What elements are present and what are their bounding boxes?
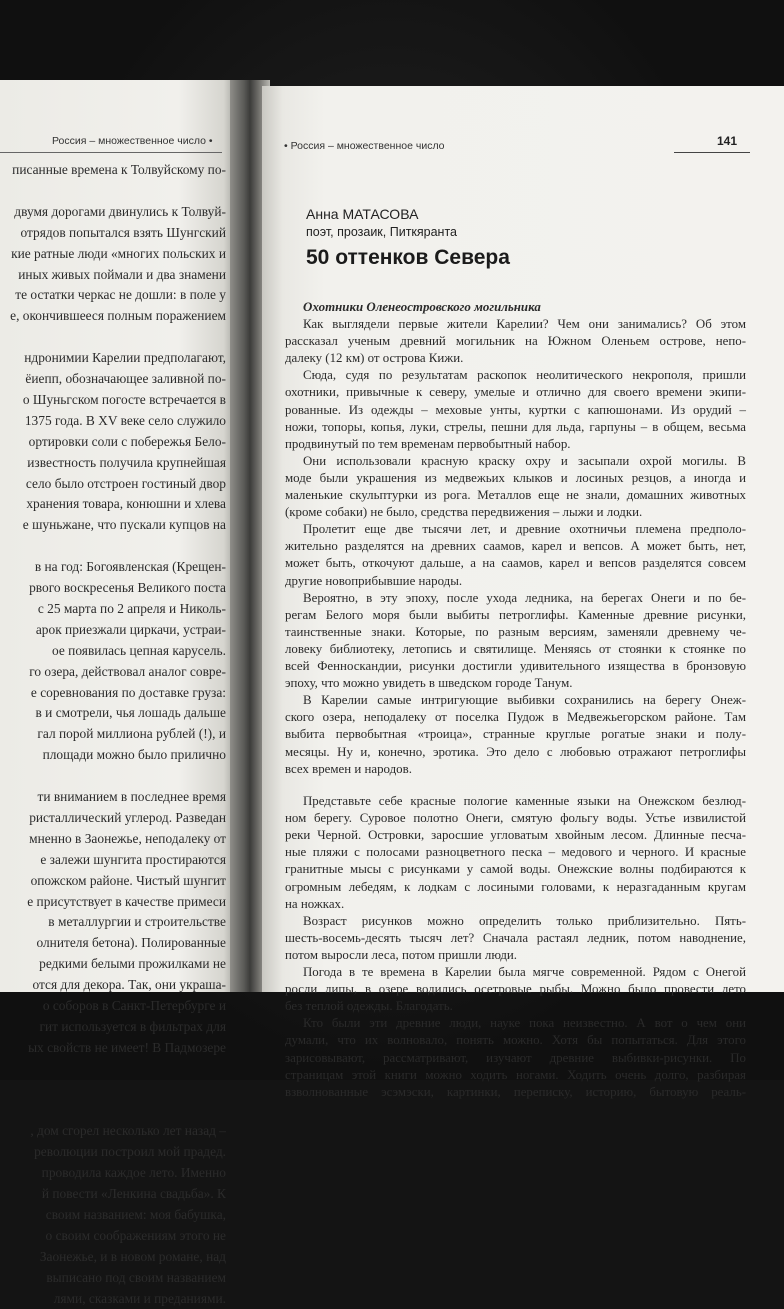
left-text-line: й повести «Ленкина свадьба». К bbox=[41, 1186, 226, 1202]
article-text-line: моде были украшения из медвежьих клыков и лосиных резцов, а иногда и bbox=[285, 470, 746, 485]
left-text-line: в и смотрели, чья лошадь дальше bbox=[35, 705, 226, 721]
left-text-line: своим названием: моя бабушка, bbox=[45, 1207, 226, 1222]
left-text-line: гит используется в фильтрах для bbox=[39, 1018, 226, 1034]
article-text-line: Возраст рисунков можно определить только приблизительно. Пять- bbox=[303, 913, 746, 928]
article-text-line: далеку (12 км) от острова Кижи. bbox=[285, 351, 464, 366]
article-text-line: ловеку библиотеку, летопись и святилище. Меняясь от стоянки к стоянке по bbox=[285, 641, 746, 656]
article-text-line: шесть-восемь-десять тысяч лет? Сначала растаял ледник, потом наводнение, bbox=[285, 930, 746, 945]
article-text-line: охотники, привычные к северу, умелые и отлично для своего времени экипи- bbox=[285, 385, 746, 400]
left-text-line: кие ратные люди «многих польских и bbox=[11, 245, 226, 261]
left-text-line: двумя дорогами двинулись к Толвуй- bbox=[14, 203, 226, 219]
left-text-line: го озера, действовал аналог совре- bbox=[29, 663, 226, 679]
left-text-line: арок приезжали циркачи, устраи- bbox=[35, 621, 226, 637]
left-text-line: ристаллический углерод. Разведан bbox=[29, 809, 226, 825]
article-text-line: рованные. Из одежды – меховые унты, куртки с капюшонами. Из орудий – bbox=[285, 402, 746, 417]
article-text-line: реки Черной. Островки, заросшие угловатым хвойным лесом. Длинные песча- bbox=[285, 828, 746, 843]
left-text-line: о соборов в Санкт-Петербурге и bbox=[42, 998, 226, 1013]
author-name: Анна МАТАСОВА bbox=[306, 206, 419, 222]
left-text-line: село было отстроен гостиный двор bbox=[25, 475, 226, 491]
article-body bbox=[262, 86, 784, 1099]
left-text-line: революции построил мой прадед. bbox=[34, 1144, 226, 1160]
page-number: 141 bbox=[717, 134, 738, 148]
article-text-line: жительно разделятся на древних саамов, карел и вепсов. А может быть, нет, bbox=[285, 539, 746, 554]
left-text-line: иных живых поймали и два знамени bbox=[18, 266, 226, 282]
left-text-line: писанные времена к Толвуйскому по- bbox=[12, 162, 226, 177]
left-text-line: е залежи шунгита простираются bbox=[40, 851, 226, 867]
article-text-line: на ножках. bbox=[285, 896, 345, 911]
article-text-line: думали, что их волновало, понять можно. Хотя бы попытаться. Для этого bbox=[285, 1033, 746, 1048]
article-text-line: Пролетит еще две тысячи лет, и древние охотничьи племена предполо- bbox=[303, 522, 746, 537]
article-text-line: росли липы, в озере водились осетровые рыбы. Можно было провести лето bbox=[285, 982, 746, 997]
left-header-rule bbox=[0, 152, 222, 153]
section-subheading: Охотники Оленеостровского могильника bbox=[303, 300, 541, 314]
article-text-line: Кто были эти древние люди, науке пока неизвестно. А вот о чем они bbox=[303, 1016, 746, 1031]
left-text-line: выписано под своим названием bbox=[46, 1269, 226, 1285]
article-text-line: может быть, откочуют дальше, а на саамов, карел и вепсов разделятся совсем bbox=[285, 556, 746, 571]
article-text-line: Погода в те времена в Карелии была мягче современной. Рядом с Онегой bbox=[303, 965, 746, 980]
left-text-line: отся для декора. Так, они украша- bbox=[32, 977, 226, 993]
article-text-line: без теплой одежды. Благодать. bbox=[285, 999, 453, 1014]
article-text-line: страницам этой книги можно ходить ногами. Ходить очень долго, разбирая bbox=[285, 1067, 746, 1082]
left-text-line: в на год: Богоявленская (Крещен- bbox=[34, 559, 226, 575]
article-text-line: В Карелии самые интригующие выбивки сохранились на берегу Онеж- bbox=[303, 693, 746, 708]
left-text-line: отрядов попытался взять Шунгский bbox=[20, 224, 226, 240]
left-text-line: е, окончившееся полным поражением bbox=[10, 308, 226, 324]
article-text-line: ные пляжи с полосами разноцветного песка – медового и черного. И красные bbox=[285, 845, 746, 860]
article-text-line: Они использовали красную краску охру и засыпали охрой могилы. В bbox=[303, 453, 746, 468]
article-text-line: регам Белого моря были выбиты петроглифы. Каменные древние рисунки, bbox=[285, 607, 746, 622]
left-text-line: ёиепп, обозначающее заливной по- bbox=[25, 371, 226, 386]
article-text-line: выбита первобытная «троица», странные круглые рогатые знаки и полу- bbox=[285, 727, 746, 742]
left-text-line: е присутствует в качестве примеси bbox=[27, 893, 226, 909]
article-text-line: всей Фенноскандии, рисунки достигли удивительного изящества в бронзовую bbox=[285, 659, 746, 673]
left-text-line: ти вниманием в последнее время bbox=[37, 789, 226, 804]
article-text-line: таинственные знаки. Которые, по разным версиям, заменяли древнему че- bbox=[285, 624, 746, 639]
article-text-line: другие новоприбывшие народы. bbox=[285, 573, 463, 588]
article-text-line: ножи, топоры, копья, луки, стрелы, пешни для льда, гарпуны – в общем, весьма bbox=[285, 419, 746, 434]
left-text-line: лями, сказками и преданиями. bbox=[53, 1290, 226, 1306]
right-running-header: • Россия – множественное число bbox=[284, 140, 445, 152]
article-text-line: (кроме собаки) не было, средства передвижения – лыжи и лодки. bbox=[285, 505, 643, 520]
article-text-line: ном берегу. Суровое полотно Онеги, смятую фольгу воды. Устье извилистой bbox=[285, 811, 746, 826]
left-text-line: рвого воскресенья Великого поста bbox=[29, 580, 226, 595]
article-text-line: рассказал ученым древний могильник на Южном Оленьем острове, непо- bbox=[285, 334, 746, 349]
author-role: поэт, прозаик, Питкяранта bbox=[306, 225, 457, 239]
article-text-line: всех времен и народов. bbox=[285, 761, 412, 776]
left-text-line: хранения товара, конюшни и хлева bbox=[26, 496, 226, 512]
article-text-line: эпоху, что можно увидеть в шведском городе Танум. bbox=[285, 676, 573, 691]
left-text-line: с 25 марта по 2 апреля и Николь- bbox=[37, 600, 226, 616]
left-text-line: те остатки черкас не дошли: в поле у bbox=[15, 287, 226, 303]
left-text-line: Заонежье, и в новом романе, над bbox=[39, 1248, 226, 1264]
left-text-line: о своим соображениям этого не bbox=[45, 1227, 226, 1243]
left-text-line: мненно в Заонежье, неподалеку от bbox=[29, 830, 226, 846]
left-text-line: 1375 года. В XV веке село служило bbox=[24, 412, 226, 428]
article-text-line: Сюда, судя по результатам раскопок неолитического некрополя, пришли bbox=[303, 368, 746, 383]
article-title: 50 оттенков Севера bbox=[306, 246, 510, 269]
left-text-line: площади можно было прилично bbox=[42, 747, 226, 763]
left-text-line: олнителя бетона). Полированные bbox=[36, 935, 226, 951]
left-text-line: ое появилась цепная карусель. bbox=[52, 642, 226, 658]
article-text-line: гранитные мысы с рисунками у самой воды. Онежские волны подбираются к bbox=[285, 862, 746, 877]
article-text-line: продвинутый по тем временам первобытный набор. bbox=[285, 436, 571, 451]
left-text-line: опожском районе. Чистый шунгит bbox=[30, 872, 226, 888]
left-text-line: проводила каждое лето. Именно bbox=[41, 1165, 226, 1181]
left-text-line: , дом сгорел несколько лет назад – bbox=[30, 1123, 226, 1139]
article-text-line: огромным лебедям, к лодкам с лосиными головами, к неразгаданным кругам bbox=[285, 879, 746, 894]
article-text-line: маленькие скульптурки из рога. Металлов еще не знали, домашних животных bbox=[285, 488, 746, 502]
right-page bbox=[262, 86, 784, 1099]
left-text-line: е шуньжане, что пускали купцов на bbox=[22, 517, 226, 533]
left-page bbox=[0, 80, 238, 1306]
left-text-line: известность получила крупнейшая bbox=[27, 454, 226, 470]
left-text-line: е соревнования по доставке груза: bbox=[30, 684, 226, 700]
article-text-line: потом выросли леса, потом пришли люди. bbox=[285, 947, 517, 962]
left-text-line: редкими белыми прожилками не bbox=[39, 956, 226, 972]
article-text-line: Представьте себе красные пологие каменные языки на Онежском безлюд- bbox=[303, 794, 746, 809]
article-text-line: ского озера, неподалеку от поселка Пудож в Медвежьегорском районе. Там bbox=[285, 710, 746, 725]
article-text-line: зарисовывают, рассматривают, изучают древние выбивки-рисунки. По bbox=[285, 1050, 746, 1065]
article-text-line: Вероятно, в эту эпоху, после ухода ледника, на берегах Онеги и по бе- bbox=[303, 590, 746, 605]
left-running-header: Россия – множественное число • bbox=[52, 135, 213, 147]
left-text-line: о Шуньгском погосте встречается в bbox=[22, 391, 226, 407]
left-text-line: в металлургии и строительстве bbox=[48, 914, 226, 930]
left-text-line: ндронимии Карелии предполагают, bbox=[24, 350, 226, 366]
article-text-line: месяцы. Ну и, конечно, эротика. Это дело с любовью отражают петроглифы bbox=[285, 744, 746, 759]
left-text-line: гал порой миллиона рублей (!), и bbox=[37, 726, 226, 742]
left-text-line: ых свойств не имеет! В Падмозере bbox=[28, 1039, 226, 1055]
left-text-line: ортировки соли с побережья Бело- bbox=[28, 433, 226, 449]
article-text-line: Как выглядели первые жители Карелии? Чем они занимались? Об этом bbox=[303, 317, 746, 331]
article-text-line: взволнованные эсэмэски, картинки, переписку, историю, бытовую реаль- bbox=[285, 1084, 746, 1099]
